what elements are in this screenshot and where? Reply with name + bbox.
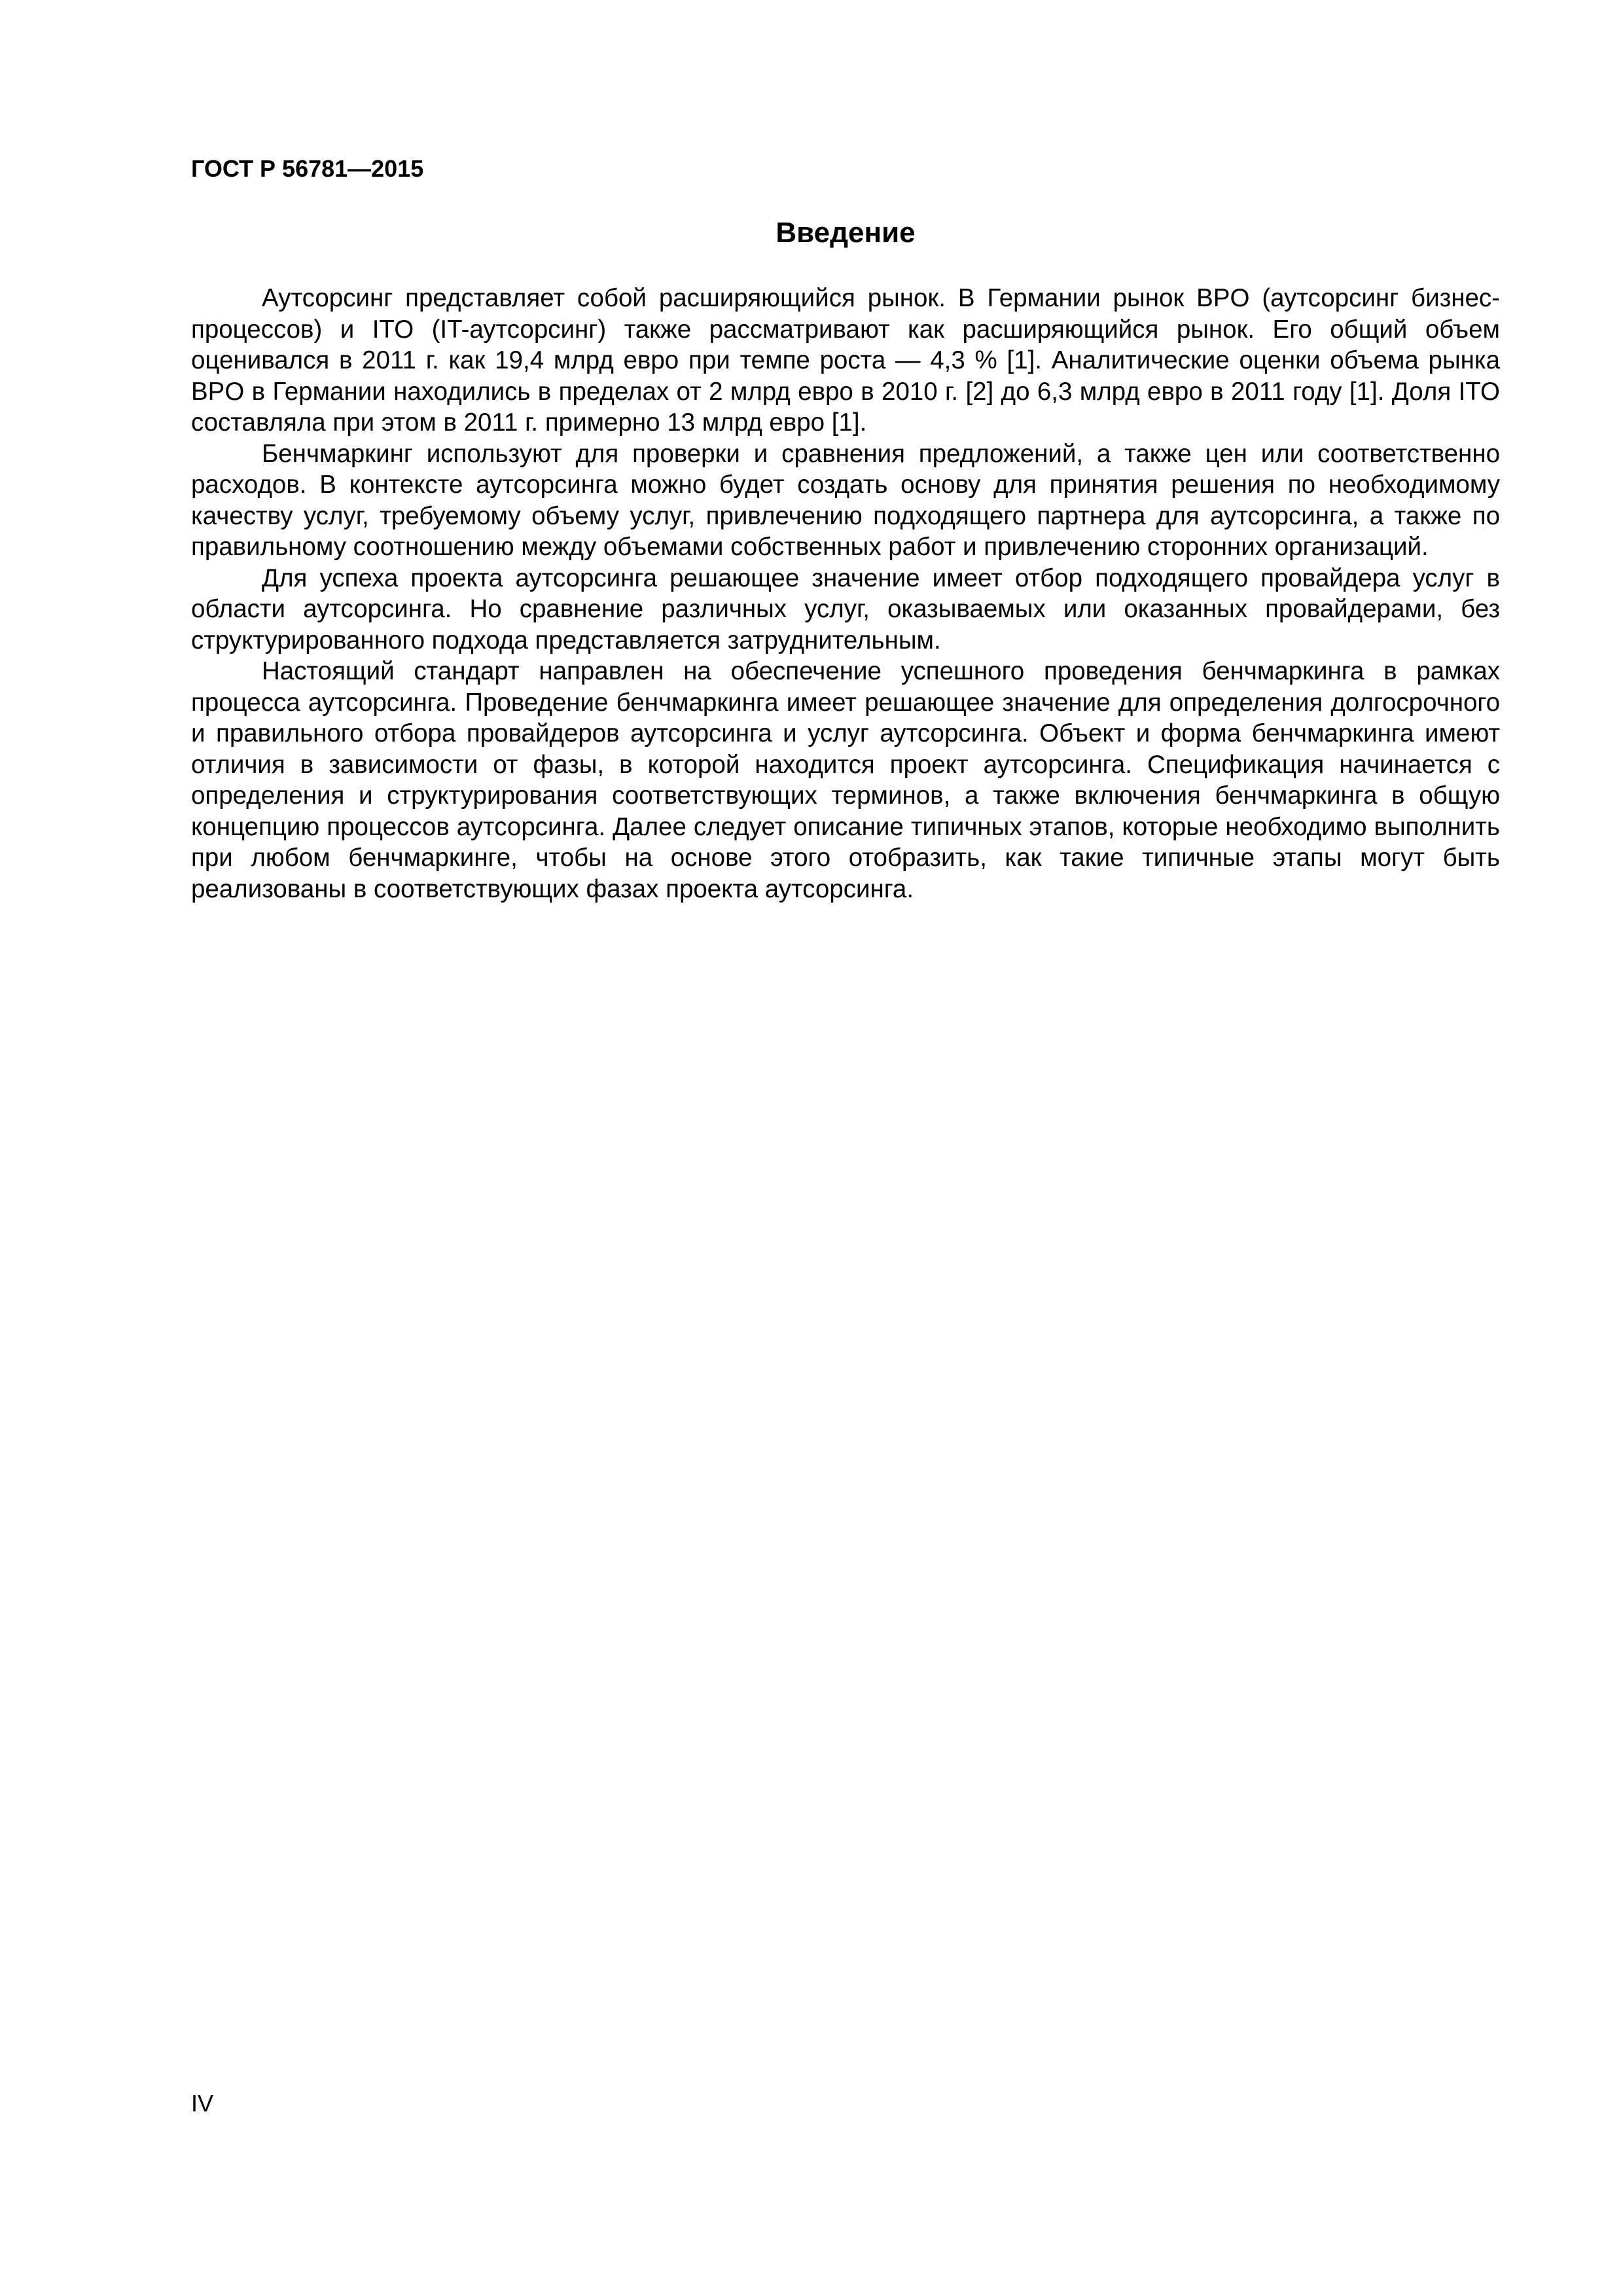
page-number: IV	[191, 2090, 214, 2117]
body-text	[191, 283, 1500, 905]
paragraph-3: Для успеха проекта аутсорсинга решающее значение имеет отбор подходящего провайдера услуг в области аутсорсинга. Но сравнение различных услуг, оказываемых или оказанных провайдерами, без структурированного подхода представляется затруднительным.	[191, 564, 1500, 655]
section-title: Введение	[776, 217, 916, 249]
paragraph-4: Настоящий стандарт направлен на обеспечение успешного проведения бенчмаркинга в рамках процесса аутсорсинга. Проведение бенчмаркинга имеет решающее значение для определения долгосрочного и правильного отбора провайдеров аутсорсинга и услуг аутсорсинга. Объект и форма бенчмаркинга имеют отличия в зависимости от фазы, в которой находится проект аутсорсинга. Спецификация начинается с определения и структурирования соответствующих терминов, а также включения бенчмаркинга в общую концепцию процессов аутсорсинга. Далее следует описание типичных этапов, которые необходимо выполнить при любом бенчмаркинге, чтобы на основе этого отобразить, как такие типичные этапы могут быть реализованы в соответствующих фазах проекта аутсорсинга.	[191, 657, 1500, 903]
paragraph-2: Бенчмаркинг используют для проверки и сравнения предложений, а также цен или соответственно расходов. В контексте аутсорсинга можно будет создать основу для принятия решения по необходимому качеству услуг, требуемому объему услуг, привлечению подходящего партнера для аутсорсинга, а также по правильному соотношению между объемами собственных работ и привлечению сторонних организаций.	[191, 439, 1500, 561]
document-code: ГОСТ Р 56781—2015	[191, 155, 424, 182]
paragraph-1: Аутсорсинг представляет собой расширяющийся рынок. В Германии рынок BPO (аутсорсинг бизнес-процессов) и ITO (IT-аутсорсинг) также рассматривают как расширяющийся рынок. Его общий объем оценивался в 2011 г. как 19,4 млрд евро при темпе роста — 4,3 % [1]. Аналитические оценки объема рынка BPO в Германии находились в пределах от 2 млрд евро в 2010 г. [2] до 6,3 млрд евро в 2011 году [1]. Доля ITO составляла при этом в 2011 г. примерно 13 млрд евро [1].	[191, 284, 1500, 437]
